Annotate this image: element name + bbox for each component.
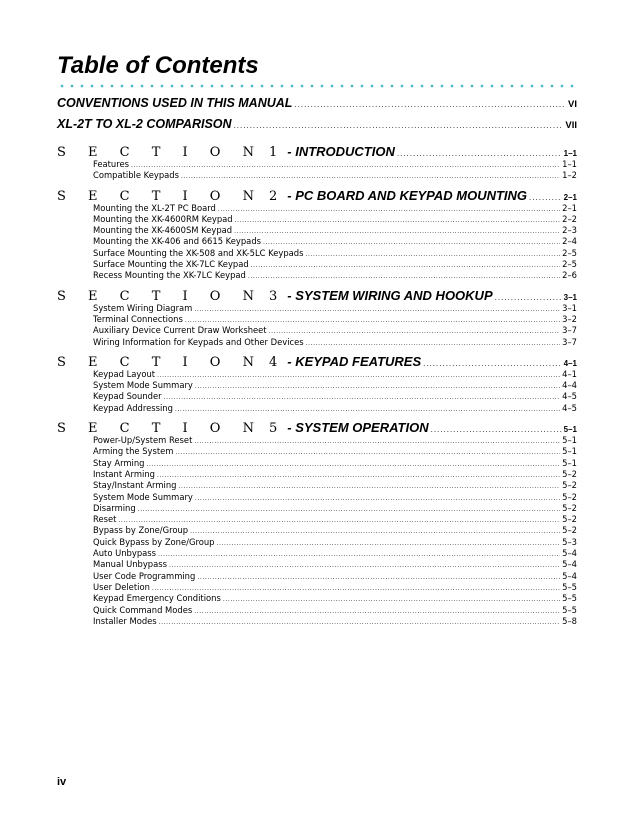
- toc-entry-page: 5–1: [562, 446, 577, 457]
- dot-leader: [234, 122, 564, 130]
- toc-entry-title: Instant Arming: [93, 468, 155, 479]
- dot-leader: [235, 215, 561, 226]
- section-word: S E C T I O N: [57, 354, 263, 370]
- dot-leader: [138, 504, 560, 515]
- toc-entry[interactable]: [93, 248, 577, 259]
- toc-entry-page: 2–4: [562, 236, 577, 247]
- page-title: Table of Contents: [57, 52, 259, 79]
- section-heading[interactable]: [57, 351, 577, 369]
- toc-entry-page: 5–2: [562, 480, 577, 491]
- section-number: 1: [268, 145, 280, 160]
- section-title: - INTRODUCTION: [287, 144, 395, 159]
- dot-leader: [216, 538, 560, 549]
- section-page: 2–1: [563, 192, 577, 202]
- toc-entry-title: CONVENTIONS USED IN THIS MANUAL: [57, 96, 293, 110]
- toc-entry[interactable]: [93, 170, 577, 181]
- toc-entry[interactable]: [93, 225, 577, 236]
- dot-leader: [223, 594, 560, 605]
- toc-entry-title: Installer Modes: [93, 615, 157, 626]
- section-heading[interactable]: [57, 185, 577, 203]
- toc-entry[interactable]: [93, 446, 577, 457]
- toc-entry-title: Mounting the XK-406 and 6615 Keypads: [93, 236, 261, 247]
- toc-entry-page: 2–5: [562, 259, 577, 270]
- dot-leader: [248, 271, 560, 282]
- section-page: 5–1: [563, 425, 577, 435]
- toc-entry-title: Surface Mounting the XK-7LC Keypad: [93, 259, 249, 270]
- toc-entry-page: 3–1: [562, 302, 577, 313]
- dot-leader: [178, 481, 560, 492]
- toc-entry-page: 5–5: [562, 593, 577, 604]
- section-entries: [93, 435, 577, 627]
- toc-entry-title: Mounting the XK-4600SM Keypad: [93, 225, 233, 236]
- toc-entry[interactable]: [93, 514, 577, 525]
- toc-entry-comparison[interactable]: [57, 117, 577, 138]
- toc-entry-page: 2–5: [562, 247, 577, 258]
- section-entries: [93, 203, 577, 282]
- dot-leader: [306, 338, 561, 349]
- toc-entry-title: Stay/Instant Arming: [93, 480, 177, 491]
- toc-entry-title: System Wiring Diagram: [93, 302, 193, 313]
- toc-entry-page: 1–2: [562, 170, 577, 181]
- dot-leader: [190, 526, 560, 537]
- toc-entry-title: Surface Mounting the XK-508 and XK-5LC Keypads: [93, 247, 304, 258]
- page-number: iv: [57, 776, 67, 788]
- section-page: 4–1: [563, 358, 577, 368]
- dot-leader: [431, 426, 562, 434]
- toc-entry[interactable]: [93, 525, 577, 536]
- toc-entry-page: 5–4: [562, 548, 577, 559]
- dot-leader: [194, 606, 560, 617]
- toc-entry[interactable]: [93, 391, 577, 402]
- toc-entry-page: 3–7: [562, 336, 577, 347]
- dot-leader: [397, 150, 562, 158]
- toc-entry-page: 5–2: [562, 502, 577, 513]
- dot-leader: [175, 447, 560, 458]
- dot-leader: [164, 392, 561, 403]
- toc-entry-page: 5–5: [562, 581, 577, 592]
- toc-entry-page: 5–4: [562, 570, 577, 581]
- dot-leader: [197, 572, 560, 583]
- toc-entry-page: 5–3: [562, 536, 577, 547]
- section-page: 1–1: [563, 149, 577, 158]
- toc-entry-page: VII: [565, 120, 577, 131]
- dot-leader: [305, 249, 560, 260]
- dot-leader: [195, 493, 560, 504]
- toc-entry[interactable]: [93, 236, 577, 247]
- toc-entry[interactable]: [93, 303, 577, 314]
- toc-entry[interactable]: [93, 403, 577, 414]
- toc-entry-title: Quick Command Modes: [93, 604, 193, 615]
- section-word: S E C T I O N: [57, 145, 263, 160]
- dot-leader: [158, 549, 560, 560]
- section-number: 4: [268, 354, 280, 370]
- toc-entry-title: Features: [93, 159, 130, 169]
- toc-entry[interactable]: [93, 559, 577, 570]
- dot-leader: [294, 101, 566, 109]
- dot-leader: [157, 370, 560, 381]
- section-title: - SYSTEM OPERATION: [287, 420, 429, 436]
- toc-entry-title: Bypass by Zone/Group: [93, 525, 189, 536]
- toc-entry[interactable]: [93, 571, 577, 582]
- section-entries: [93, 159, 577, 182]
- dot-leader: [194, 436, 560, 447]
- dot-leader: [131, 160, 560, 171]
- section-word: S E C T I O N: [57, 421, 263, 437]
- toc-entry-page: 2–6: [562, 270, 577, 281]
- section-entries: [93, 369, 577, 414]
- toc-entry[interactable]: [93, 605, 577, 616]
- toc-entry[interactable]: [93, 582, 577, 593]
- section-heading[interactable]: [57, 417, 577, 435]
- toc-entry-title: Mounting the XL-2T PC Board: [93, 202, 216, 213]
- toc-entry[interactable]: [93, 480, 577, 491]
- dotted-rule: [57, 84, 577, 88]
- dot-leader: [529, 194, 562, 202]
- toc-entry-title: Recess Mounting the XK-7LC Keypad: [93, 270, 246, 281]
- toc-entry-title: Auto Unbypass: [93, 548, 156, 559]
- toc-entry-title: System Mode Summary: [93, 380, 193, 391]
- dot-leader: [194, 304, 560, 315]
- toc-entry-title: User Deletion: [93, 581, 150, 592]
- toc-entry-title: Power-Up/System Reset: [93, 435, 193, 446]
- dot-leader: [157, 470, 560, 481]
- toc-entry-page: 5–1: [562, 457, 577, 468]
- toc-entry-page: 5–8: [562, 615, 577, 626]
- toc-entry[interactable]: [93, 369, 577, 380]
- toc-entry-title: Keypad Emergency Conditions: [93, 593, 221, 604]
- toc-entry[interactable]: [93, 380, 577, 391]
- toc-entry-title: User Code Programming: [93, 570, 196, 581]
- toc-entry-page: 4–5: [562, 391, 577, 402]
- toc-entry-title: System Mode Summary: [93, 491, 193, 502]
- section-number: 5: [268, 421, 280, 437]
- toc-entry[interactable]: [93, 337, 577, 348]
- toc-entry-page: 5–2: [562, 491, 577, 502]
- toc-entry-title: Keypad Addressing: [93, 402, 173, 413]
- section-heading[interactable]: [57, 141, 577, 159]
- toc-entry[interactable]: [93, 593, 577, 604]
- dot-leader: [175, 404, 560, 415]
- toc-entry-title: Quick Bypass by Zone/Group: [93, 536, 215, 547]
- toc-entry-title: Arming the System: [93, 446, 174, 457]
- toc-entry[interactable]: [93, 492, 577, 503]
- toc-entry[interactable]: [93, 458, 577, 469]
- toc-entry[interactable]: [93, 435, 577, 446]
- toc-entry[interactable]: [93, 159, 577, 170]
- toc-entry-page: 5–2: [562, 468, 577, 479]
- section-heading[interactable]: [57, 285, 577, 303]
- dot-leader: [169, 560, 560, 571]
- toc-entry-page: 5–2: [562, 514, 577, 525]
- section-entries: [93, 303, 577, 348]
- toc-entry-page: 5–5: [562, 604, 577, 615]
- dot-leader: [263, 237, 560, 248]
- toc-entry-page: 2–2: [562, 213, 577, 224]
- toc-entry-title: Wiring Information for Keypads and Other Devices: [93, 336, 304, 347]
- toc-entry-page: 1–1: [562, 159, 577, 169]
- toc-entry-page: 4–1: [562, 368, 577, 379]
- section-word: S E C T I O N: [57, 288, 263, 304]
- toc-entry[interactable]: [93, 469, 577, 480]
- toc-entry-title: Auxiliary Device Current Draw Worksheet: [93, 325, 267, 336]
- toc-entry-conventions[interactable]: [57, 96, 577, 117]
- dot-leader: [181, 171, 560, 182]
- toc-entry-page: 3–7: [562, 325, 577, 336]
- toc-entry[interactable]: [93, 270, 577, 281]
- toc-entry-title: Keypad Layout: [93, 368, 156, 379]
- toc-entry-page: 5–4: [562, 559, 577, 570]
- toc-entry-page: VI: [568, 99, 577, 110]
- toc-entry-title: Reset: [93, 514, 117, 525]
- toc-entry-page: 2–1: [562, 202, 577, 213]
- toc-entry[interactable]: [93, 616, 577, 627]
- toc-entry[interactable]: [93, 203, 577, 214]
- section-number: 3: [268, 288, 280, 304]
- toc-entry-title: Keypad Sounder: [93, 391, 162, 402]
- dot-leader: [269, 326, 561, 337]
- dot-leader: [251, 260, 560, 271]
- dot-leader: [159, 617, 560, 628]
- toc-entry-title: XL-2T TO XL-2 COMPARISON: [57, 117, 232, 131]
- toc-entry[interactable]: [93, 537, 577, 548]
- toc-entry-title: Compatible Keypads: [93, 170, 179, 181]
- table-of-contents: [57, 96, 577, 630]
- dot-leader: [234, 226, 560, 237]
- dot-leader: [423, 360, 562, 368]
- toc-entry[interactable]: [93, 259, 577, 270]
- section-title: - KEYPAD FEATURES: [287, 353, 422, 369]
- section-title: - SYSTEM WIRING AND HOOKUP: [287, 287, 493, 303]
- dot-leader: [147, 459, 561, 470]
- section-word: S E C T I O N: [57, 188, 263, 204]
- dot-leader: [195, 381, 560, 392]
- dot-leader: [495, 294, 562, 302]
- toc-entry-title: Mounting the XK-4600RM Keypad: [93, 213, 233, 224]
- toc-entry-page: 3–2: [562, 313, 577, 324]
- toc-entry-page: 4–4: [562, 380, 577, 391]
- section-title: - PC BOARD AND KEYPAD MOUNTING: [287, 187, 528, 203]
- dot-leader: [218, 204, 560, 215]
- toc-entry[interactable]: [93, 548, 577, 559]
- toc-entry-page: 5–1: [562, 435, 577, 446]
- toc-entry-page: 2–3: [562, 225, 577, 236]
- toc-entry-title: Manual Unbypass: [93, 559, 167, 570]
- toc-entry-title: Stay Arming: [93, 457, 145, 468]
- toc-entry-page: 5–2: [562, 525, 577, 536]
- section-number: 2: [268, 188, 280, 204]
- toc-entry[interactable]: [93, 214, 577, 225]
- toc-entry-page: 4–5: [562, 402, 577, 413]
- toc-entry[interactable]: [93, 325, 577, 336]
- toc-entry-title: Disarming: [93, 502, 136, 513]
- toc-entry-title: Terminal Connections: [93, 313, 183, 324]
- toc-entry[interactable]: [93, 314, 577, 325]
- section-page: 3–1: [563, 292, 577, 302]
- toc-entry[interactable]: [93, 503, 577, 514]
